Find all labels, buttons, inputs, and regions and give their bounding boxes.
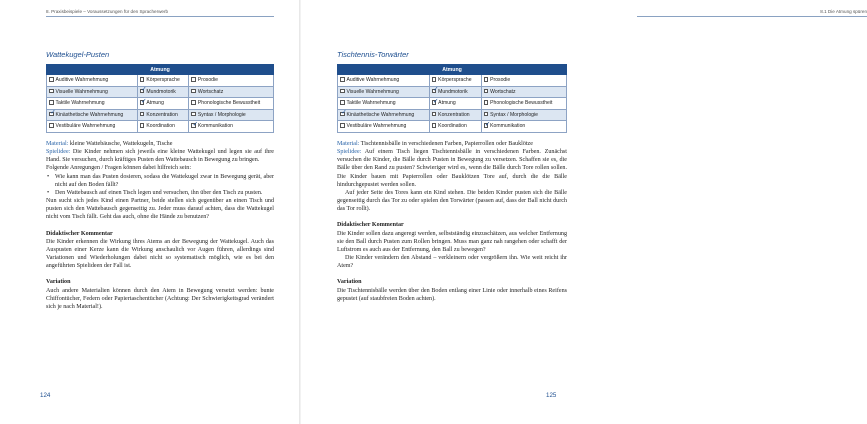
checkmark-icon: ✓ — [141, 96, 147, 105]
cell-label: Vestibuläre Wahrnehmung — [55, 123, 116, 130]
checkmark-icon: ✓ — [141, 85, 147, 94]
unchecked-checkbox — [432, 112, 437, 117]
right-page — [300, 0, 867, 424]
fragen-intro: Folgende Anregungen / Fragen können dabei hilfreich sein: — [46, 165, 192, 172]
table-cell — [189, 109, 274, 121]
checked-checkbox — [484, 119, 491, 128]
unchecked-checkbox — [191, 112, 196, 117]
unchecked-checkbox — [484, 89, 489, 94]
table-cell — [429, 75, 481, 87]
material-text: Tischtennisbälle in verschiedenen Farben, Papierrollen oder Bauklötze — [359, 141, 533, 147]
checked-checkbox — [140, 96, 147, 105]
cell-label: Atmung — [438, 100, 456, 107]
body-text — [337, 140, 567, 303]
unchecked-checkbox — [49, 89, 54, 94]
kommentar-heading: Didaktischer Kommentar — [46, 230, 113, 237]
unchecked-checkbox — [191, 100, 196, 105]
bullet-item: • Den Wattebausch auf einen Tisch legen und versuchen, ihn über den Tisch zu pusten. — [46, 189, 274, 197]
table-row — [47, 86, 274, 98]
cell-label: Kommunikation — [197, 123, 233, 130]
table-cell — [137, 121, 189, 133]
checked-checkbox — [49, 108, 56, 117]
checkmark-icon: ✓ — [484, 119, 491, 128]
spielidee-label: Spielidee: — [46, 149, 71, 156]
cell-label: Mundmotorik — [146, 88, 176, 95]
cell-label: Wortschatz — [490, 88, 516, 95]
cell-label: Wortschatz — [197, 88, 224, 95]
table-cell — [47, 109, 138, 121]
table-row — [338, 75, 567, 87]
table-cell — [429, 109, 481, 121]
checkmark-icon: ✓ — [432, 96, 439, 105]
kommentar-text-2: Die Kinder verändern den Abstand – verkleinern oder vergrößern ihn. Wie weit reicht ihr Atem? — [337, 255, 567, 270]
cell-label: Taktile Wahrnehmung — [346, 100, 396, 107]
tor-paragraph: Auf jeder Seite des Tores kann ein Kind stehen. Die beiden Kinder pusten sich die Bälle gegenseitig durch das Tor zu oder spielen den Torwärter (passen auf, dass der Ball nicht durch das Tor rollt). — [337, 189, 567, 213]
table-cell — [47, 75, 138, 87]
unchecked-checkbox — [49, 100, 54, 105]
kommentar-text: Die Kinder sollen dazu angeregt werden, selbstständig einzuschätzen, aus welcher Entfernung sie den Ball durch Pusten zum Rollen bringen. Muss man ganz nah rangehen oder schafft der Luftstrom es auch aus der Entfernung, den Ball zu bewegen? — [337, 230, 567, 253]
checked-checkbox — [191, 119, 199, 128]
cell-label: Phonologische Bewusstheit — [490, 100, 553, 107]
unchecked-checkbox — [340, 89, 345, 94]
table-cell — [481, 86, 566, 98]
exercise-title: Wattekugel-Pusten — [46, 50, 110, 59]
cell-label: Koordination — [438, 123, 467, 130]
table-cell — [429, 86, 481, 98]
checkmark-icon: ✓ — [192, 119, 199, 128]
unchecked-checkbox — [191, 89, 196, 94]
unchecked-checkbox — [49, 77, 54, 82]
table-row — [47, 109, 274, 121]
table-cell — [47, 121, 138, 133]
unchecked-checkbox — [432, 77, 437, 82]
table-cell — [481, 121, 566, 133]
cell-label: Körpersprache — [438, 77, 472, 84]
cell-label: Syntax / Morphologie — [197, 111, 246, 118]
table-cell — [189, 121, 274, 133]
table-cell — [481, 109, 566, 121]
table-row — [338, 121, 567, 133]
cell-label: Mundmotorik — [438, 88, 468, 95]
material-label: Material: — [337, 141, 360, 147]
unchecked-checkbox — [191, 77, 196, 82]
table-cell — [137, 98, 189, 110]
material-text: kleine Wattebäusche, Wattekugeln, Tische — [68, 141, 173, 147]
running-head: 8.1 Die Atmung spüren — [637, 5, 867, 17]
checked-checkbox — [140, 85, 147, 94]
cell-label: Auditive Wahrnehmung — [55, 77, 109, 84]
body-text — [46, 140, 274, 311]
unchecked-checkbox — [140, 112, 145, 117]
unchecked-checkbox — [340, 77, 345, 82]
spielidee-paragraph — [46, 148, 274, 164]
spielidee-text: Die Kinder nehmen sich jeweils eine kleine Wattekugel und legen sie auf ihre Hand. Sie versuchen, durch kräftiges Pusten den Wattebausch in Bewegung zu bringen. — [46, 149, 274, 164]
cell-label: Prosodie — [197, 77, 218, 84]
cell-label: Kinästhetische Wahrnehmung — [346, 111, 415, 118]
cell-label: Körpersprache — [146, 77, 180, 84]
cell-label: Syntax / Morphologie — [490, 111, 538, 118]
unchecked-checkbox — [432, 123, 437, 128]
variation-text: Auch andere Materialien können durch den Atem in Bewegung versetzt werden: bunte Chiffontücher, Federn oder Papiertaschentücher (Achtung: Der Schwierigkeitsgrad verändert sich je nach Material!). — [46, 287, 274, 310]
cell-label: Kommunikation — [490, 123, 526, 130]
cell-label: Taktile Wahrnehmung — [55, 100, 105, 107]
table-cell — [338, 121, 430, 133]
kommentar-text: Die Kinder erkennen die Wirkung ihres Atems an der Bewegung der Wattekugel. Auch das Auspusten einer Kerze kann die Wirkung anschaulich vor Augen führen, allerdings sind Variationen und Wiederholungen dabei nicht so systematisch möglich, wie es bei den angeführten Spielideen der Fall ist. — [46, 238, 274, 270]
variation-text: Die Tischtennisbälle werden über den Boden entlang einer Linie oder innerhalb eines Reifens gepustet (auf staubfreien Boden achten). — [337, 287, 567, 302]
skills-table — [46, 64, 274, 133]
cell-label: Prosodie — [490, 77, 511, 84]
table-body — [338, 75, 567, 133]
page-number: 125 — [546, 392, 557, 399]
page-number: 124 — [40, 392, 51, 399]
checked-checkbox — [432, 85, 439, 94]
checkmark-icon: ✓ — [341, 108, 347, 117]
checkmark-icon: ✓ — [432, 85, 439, 94]
table-cell — [137, 75, 189, 87]
table-cell — [429, 121, 481, 133]
table-row — [47, 121, 274, 133]
unchecked-checkbox — [484, 100, 489, 105]
exercise-title: Tischtennis-Torwärter — [337, 50, 409, 59]
material-label: Material: — [46, 141, 69, 147]
table-row — [338, 109, 567, 121]
cell-label: Auditive Wahrnehmung — [346, 77, 400, 84]
table-header: Atmung — [338, 65, 567, 75]
cell-label: Phonologische Bewusstheit — [197, 100, 261, 107]
cell-label: Konzentration — [438, 111, 470, 118]
unchecked-checkbox — [340, 100, 345, 105]
variation-heading: Variation — [46, 279, 71, 286]
material-paragraph — [337, 140, 567, 148]
table-cell — [338, 109, 430, 121]
unchecked-checkbox — [140, 123, 145, 128]
cell-label: Visuelle Wahrnehmung — [346, 88, 399, 95]
spielidee-paragraph — [337, 148, 567, 189]
material-paragraph — [46, 140, 274, 148]
table-header: Atmung — [47, 65, 274, 75]
table-body — [47, 75, 274, 133]
table-row — [47, 98, 274, 110]
bullet-item: • Wie kann man das Pusten dosieren, sodass die Wattekugel zwar in Bewegung gerät, aber nicht auf den Boden fällt? — [46, 173, 274, 189]
cell-label: Konzentration — [146, 111, 178, 118]
unchecked-checkbox — [484, 77, 489, 82]
checkmark-icon: ✓ — [50, 108, 56, 117]
unchecked-checkbox — [340, 123, 345, 128]
table-cell — [137, 109, 189, 121]
table-cell — [338, 98, 430, 110]
table-cell — [429, 98, 481, 110]
variation-heading: Variation — [337, 279, 362, 286]
cell-label: Vestibuläre Wahrnehmung — [346, 123, 407, 130]
unchecked-checkbox — [140, 77, 145, 82]
unchecked-checkbox — [49, 123, 54, 128]
table-cell — [47, 98, 138, 110]
skills-table — [337, 64, 567, 133]
partner-paragraph: Nun sucht sich jedes Kind einen Partner, beide stellen sich gegenüber an einen Tisch und pusten sich den Wattebausch gegenseitig zu. Jeder muss darauf achten, dass die Wattekugel nicht vom Tisch fällt. Geht das auch, ohne die Hände zu benutzen? — [46, 198, 274, 221]
cell-label: Visuelle Wahrnehmung — [55, 88, 108, 95]
kommentar-heading: Didaktischer Kommentar — [337, 222, 404, 229]
checked-checkbox — [340, 108, 347, 117]
table-cell — [481, 75, 566, 87]
cell-label: Koordination — [146, 123, 175, 130]
table-cell — [189, 98, 274, 110]
checked-checkbox — [432, 96, 439, 105]
table-row — [338, 86, 567, 98]
spielidee-label: Spielidee: — [337, 149, 362, 156]
table-cell — [47, 86, 138, 98]
table-cell — [189, 75, 274, 87]
table-cell — [338, 86, 430, 98]
unchecked-checkbox — [484, 112, 489, 117]
spielidee-text: Auf einem Tisch liegen Tischtennisbälle in verschiedenen Farben. Zunächst versuchen die Kinder, die Bälle durch Pusten in Bewegung zu versetzen. Schaffen sie es, die Bälle über den Rand zu pusten? Schwieriger wird es, wenn die Bälle durch Tore rollen sollen. Die Kinder bauen mit Papierrollen oder Bauklötzen Tore auf, durch die die Bälle hindurchgepustet werden sollen. — [337, 149, 567, 188]
table-cell — [338, 75, 430, 87]
cell-label: Kinästhetische Wahrnehmung — [55, 111, 124, 118]
running-head: 8. Praxisbeispiele – Voraussetzungen für den Spracherwerb — [46, 5, 274, 17]
table-cell — [137, 86, 189, 98]
table-cell — [481, 98, 566, 110]
table-row — [338, 98, 567, 110]
table-cell — [189, 86, 274, 98]
table-row — [47, 75, 274, 87]
cell-label: Atmung — [146, 100, 164, 107]
left-page — [0, 0, 300, 424]
